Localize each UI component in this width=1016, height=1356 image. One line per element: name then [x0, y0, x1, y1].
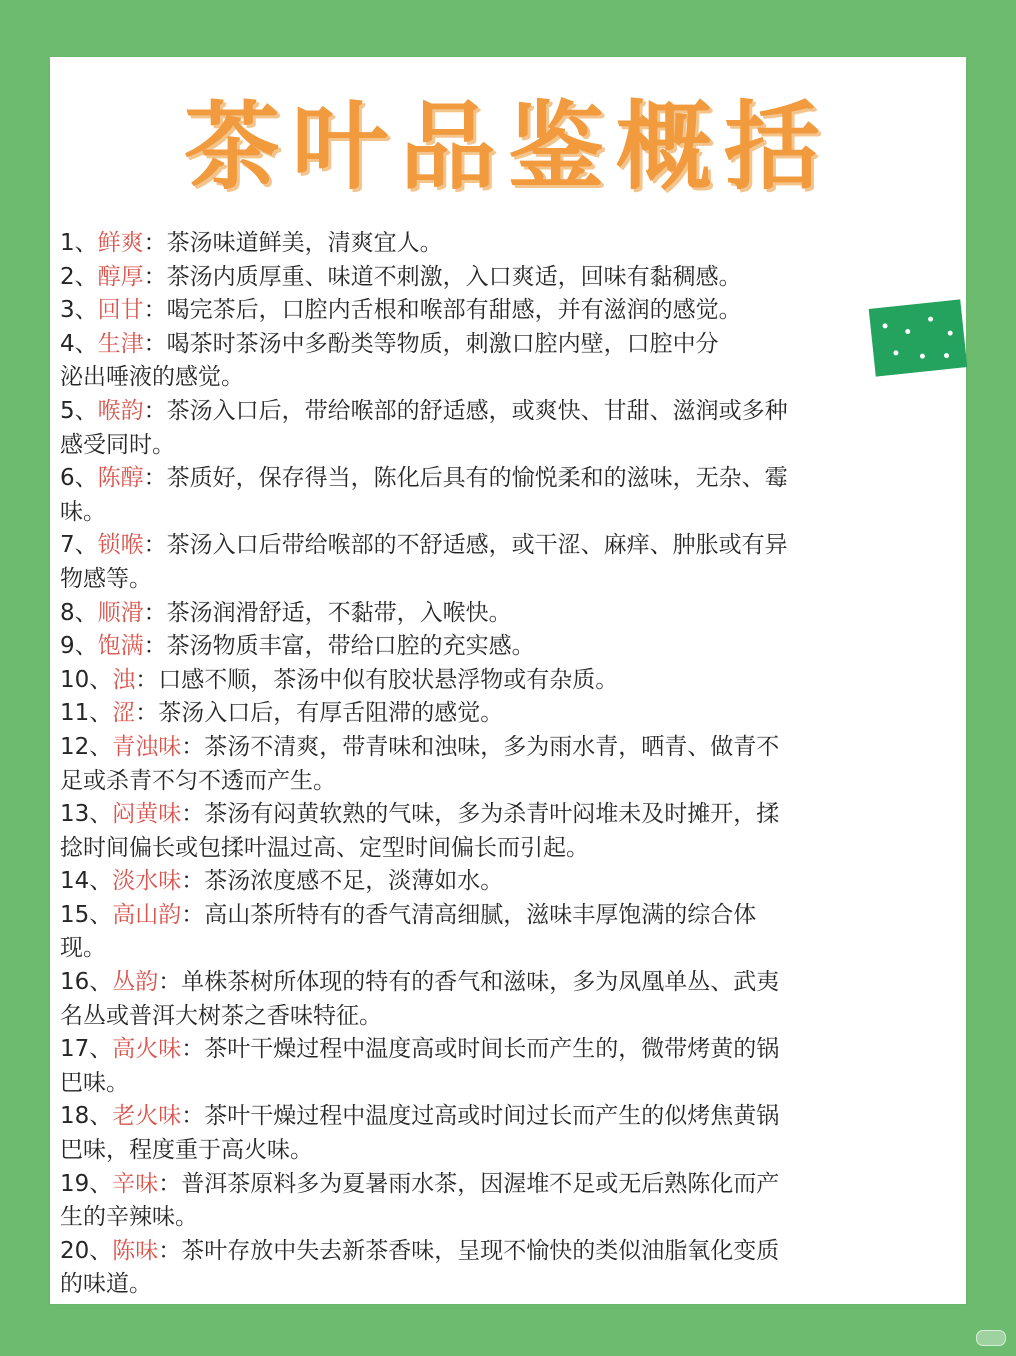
- entry-definition: 捻时间偏长或包揉叶温过高、定型时间偏长而引起。: [60, 834, 589, 861]
- entry-definition: 高山茶所特有的香气清高细腻，滋味丰厚饱满的综合体: [204, 901, 757, 928]
- entry-term: 淡水味: [112, 868, 182, 895]
- entry-term: 饱满: [97, 633, 144, 660]
- entry-term: 浊: [112, 666, 136, 693]
- glossary-entry: [60, 261, 940, 295]
- glossary-entry-continuation: [60, 429, 940, 463]
- entry-definition: 单株茶树所体现的特有的香气和滋味，多为凤凰单丛、武夷: [181, 969, 780, 996]
- entry-term: 青浊味: [112, 733, 182, 760]
- entry-definition: 感受同时。: [60, 431, 175, 458]
- entry-definition: 泌出唾液的感觉。: [60, 364, 244, 391]
- glossary-entry: [60, 597, 940, 631]
- glossary-entry-continuation: [60, 496, 940, 530]
- entry-definition: 茶汤润滑舒适，不黏带，入喉快。: [166, 599, 512, 626]
- entry-colon: ：: [143, 330, 167, 357]
- entry-definition: 茶质好，保存得当，陈化后具有的愉悦柔和的滋味，无杂、霉: [166, 465, 788, 492]
- entry-term: 闷黄味: [112, 801, 182, 828]
- entry-colon: ：: [181, 801, 205, 828]
- entry-number: 18、: [60, 1103, 113, 1130]
- entry-definition: 味。: [60, 498, 106, 525]
- entry-colon: ：: [143, 230, 167, 256]
- entry-definition: 普洱茶原料多为夏暑雨水茶，因渥堆不足或无后熟陈化而产: [181, 1170, 780, 1197]
- entry-definition: 生的辛辣味。: [60, 1204, 198, 1231]
- entry-colon: ：: [143, 465, 167, 492]
- entry-colon: ：: [143, 297, 167, 324]
- entry-term: 高火味: [112, 1036, 182, 1063]
- entry-colon: ：: [181, 901, 205, 928]
- entry-definition: 茶汤浓度感不足，淡薄如水。: [204, 868, 504, 895]
- glossary-entry: [60, 328, 940, 362]
- glossary-entry-continuation: [60, 932, 940, 966]
- entry-term: 顺滑: [97, 599, 144, 626]
- glossary-entry-continuation: [60, 1201, 940, 1235]
- entry-colon: ：: [181, 733, 205, 760]
- tape-dot: [944, 353, 949, 358]
- entry-definition: 物感等。: [60, 565, 152, 592]
- entry-term: 陈味: [112, 1237, 159, 1264]
- entry-definition: 的味道。: [60, 1271, 152, 1298]
- entry-number: 15、: [60, 901, 113, 928]
- glossary-entry: [60, 1033, 940, 1067]
- entry-term: 陈醇: [97, 465, 144, 492]
- entry-colon: ：: [181, 1103, 205, 1130]
- entry-definition: 茶汤物质丰富，带给口腔的充实感。: [166, 633, 535, 660]
- entry-colon: ：: [143, 263, 167, 290]
- entry-colon: ：: [181, 1036, 205, 1063]
- entry-term: 老火味: [112, 1103, 182, 1130]
- entry-colon: ：: [135, 700, 159, 727]
- entry-number: 20、: [60, 1237, 113, 1264]
- glossary-entry-continuation: [60, 1268, 940, 1302]
- glossary-entry: [60, 664, 940, 698]
- glossary-entry: [60, 697, 940, 731]
- entry-number: 6、: [60, 465, 98, 492]
- entry-definition: 茶汤入口后，带给喉部的舒适感，或爽快、甘甜、滋润或多种: [166, 397, 788, 424]
- glossary-entry-continuation: [60, 832, 940, 866]
- glossary-entry: [60, 395, 940, 429]
- page-title: 茶叶品鉴概括: [184, 91, 832, 203]
- entry-number: 11、: [60, 700, 113, 727]
- entry-definition: 口感不顺，茶汤中似有胶状悬浮物或有杂质。: [158, 666, 619, 693]
- entry-term: 涩: [112, 700, 136, 727]
- entry-colon: ：: [158, 1170, 182, 1197]
- entry-definition: 喝茶时茶汤中多酚类等物质，刺激口腔内壁，口腔中分: [166, 330, 719, 357]
- glossary-entry-continuation: [60, 1067, 940, 1101]
- entry-term: 鲜爽: [97, 230, 144, 256]
- glossary-entry: [60, 630, 940, 664]
- entry-definition: 足或杀青不匀不透而产生。: [60, 767, 336, 794]
- entry-number: 8、: [60, 599, 98, 626]
- glossary-entry: [60, 1100, 940, 1134]
- glossary-entry-continuation: [60, 563, 940, 597]
- entry-term: 丛韵: [112, 969, 159, 996]
- entry-number: 5、: [60, 397, 98, 424]
- entry-definition: 茶汤有闷黄软熟的气味，多为杀青叶闷堆未及时摊开，揉: [204, 801, 780, 828]
- entry-definition: 现。: [60, 935, 106, 962]
- glossary-entry: [60, 227, 940, 261]
- glossary-entry: [60, 529, 940, 563]
- glossary-entry-continuation: [60, 1134, 940, 1168]
- entry-number: 9、: [60, 633, 98, 660]
- watermark-logo: [976, 1330, 1006, 1346]
- entry-term: 回甘: [97, 297, 144, 324]
- entry-definition: 巴味，程度重于高火味。: [60, 1137, 313, 1164]
- entry-colon: ：: [135, 666, 159, 693]
- entry-definition: 茶汤不清爽，带青味和浊味，多为雨水青，晒青、做青不: [204, 733, 780, 760]
- entry-definition: 茶叶干燥过程中温度高或时间长而产生的，微带烤黄的锅: [204, 1036, 780, 1063]
- entry-number: 19、: [60, 1170, 113, 1197]
- entry-number: 13、: [60, 801, 113, 828]
- glossary-list: [60, 227, 940, 1302]
- entry-colon: ：: [181, 868, 205, 895]
- glossary-entry: [60, 865, 940, 899]
- entry-definition: 茶汤味道鲜美，清爽宜人。: [166, 230, 443, 256]
- entry-number: 17、: [60, 1036, 113, 1063]
- glossary-entry: [60, 1168, 940, 1202]
- glossary-entry: [60, 798, 940, 832]
- entry-colon: ：: [143, 532, 167, 559]
- entry-number: 14、: [60, 868, 113, 895]
- entry-definition: 喝完茶后，口腔内舌根和喉部有甜感，并有滋润的感觉。: [166, 297, 742, 324]
- entry-definition: 茶叶干燥过程中温度过高或时间过长而产生的似烤焦黄锅: [204, 1103, 780, 1130]
- entry-definition: 茶汤入口后带给喉部的不舒适感，或干涩、麻痒、肿胀或有异: [166, 532, 788, 559]
- entry-number: 10、: [60, 666, 113, 693]
- entry-colon: ：: [158, 1237, 182, 1264]
- entry-number: 16、: [60, 969, 113, 996]
- glossary-entry: [60, 731, 940, 765]
- entry-definition: 巴味。: [60, 1069, 129, 1096]
- entry-term: 醇厚: [97, 263, 144, 290]
- entry-term: 喉韵: [97, 397, 144, 424]
- glossary-entry-continuation: [60, 361, 940, 395]
- entry-definition: 茶汤入口后，有厚舌阻滞的感觉。: [158, 700, 504, 727]
- entry-colon: ：: [143, 599, 167, 626]
- entry-number: 3、: [60, 297, 98, 324]
- entry-term: 生津: [97, 330, 144, 357]
- glossary-entry: [60, 899, 940, 933]
- glossary-entry: [60, 966, 940, 1000]
- entry-definition: 茶汤内质厚重、味道不刺激，入口爽适，回味有黏稠感。: [166, 263, 742, 290]
- entry-number: 1、: [60, 230, 98, 256]
- glossary-entry: [60, 1235, 940, 1269]
- glossary-entry: [60, 294, 940, 328]
- glossary-entry-continuation: [60, 1000, 940, 1034]
- entry-number: 7、: [60, 532, 98, 559]
- entry-definition: 名丛或普洱大树茶之香味特征。: [60, 1002, 382, 1029]
- glossary-entry-continuation: [60, 765, 940, 799]
- entry-term: 辛味: [112, 1170, 159, 1197]
- entry-definition: 茶叶存放中失去新茶香味，呈现不愉快的类似油脂氧化变质: [181, 1237, 780, 1264]
- entry-colon: ：: [158, 969, 182, 996]
- entry-term: 锁喉: [97, 532, 144, 559]
- entry-colon: ：: [143, 397, 167, 424]
- glossary-entry: [60, 462, 940, 496]
- entry-colon: ：: [143, 633, 167, 660]
- entry-number: 12、: [60, 733, 113, 760]
- entry-number: 4、: [60, 330, 98, 357]
- entry-term: 高山韵: [112, 901, 182, 928]
- tape-dot: [947, 330, 952, 335]
- entry-number: 2、: [60, 263, 98, 290]
